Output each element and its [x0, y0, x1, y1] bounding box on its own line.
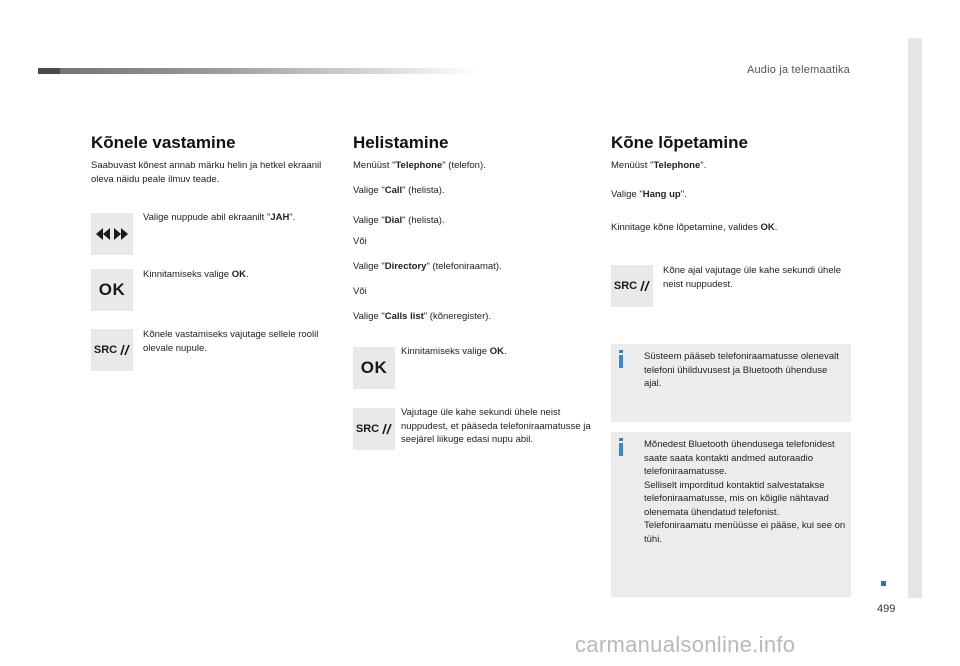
page-marker	[881, 581, 886, 586]
col2-line4: Valige "Directory" (telefoniraamat).	[353, 261, 502, 272]
col3-title: Kõne lõpetamine	[611, 133, 748, 152]
col2-item-src: Vajutage üle kahe sekundi ühele neist nuppudest, et pääseda telefoniraamatusse ja seejärel liikuge edasi nupu abil.	[401, 407, 591, 445]
src-button-icon: SRC	[353, 408, 395, 450]
src-button-icon: SRC	[91, 329, 133, 371]
col2-or1: Või	[353, 236, 367, 247]
col3-line3: Kinnitage kõne lõpetamine, valides OK.	[611, 222, 778, 233]
seek-buttons-icon	[91, 213, 133, 255]
col2-line2: Valige "Call" (helista).	[353, 185, 445, 196]
col2-line5: Valige "Calls list" (kõneregister).	[353, 311, 492, 322]
info-text: Mõnedest Bluetooth ühendusega telefonidest saate saata kontakti andmed autoraadio telefoniraamatusse.	[644, 439, 835, 477]
col1-item3: Kõnele vastamiseks vajutage sellele roolil olevale nupule.	[143, 329, 319, 354]
col1-item2: Kinnitamiseks valige OK.	[143, 269, 249, 280]
section-label: Audio ja telemaatika	[746, 64, 850, 76]
watermark: carmanualsonline.info	[575, 632, 796, 657]
info-text: Selliselt imporditud kontaktid salvestatakse telefoniraamatusse, mis on kõigile nähtavad olenemata ühendatud telefonist.	[644, 479, 829, 518]
src-button-icon: SRC	[611, 265, 653, 307]
col3-item-src: Kõne ajal vajutage üle kahe sekundi ühele neist nuppudest.	[663, 265, 841, 290]
ok-button-icon: OK	[353, 347, 395, 389]
info-icon	[619, 355, 623, 368]
col1-title: Kõnele vastamine	[91, 133, 236, 152]
info-text: Telefoniraamatu menüüsse ei pääse, kui see on tühi.	[644, 520, 846, 545]
info-box	[611, 344, 851, 422]
ok-button-icon: OK	[91, 269, 133, 311]
info-text: Süsteem pääseb telefoniraamatusse olenevalt telefoni ühilduvusest ja Bluetooth ühenduse ajal.	[644, 351, 839, 389]
col2-line1: Menüüst "Telephone" (telefon).	[353, 160, 486, 171]
col2-title: Helistamine	[353, 133, 449, 152]
side-strip	[908, 38, 922, 598]
page-number: 499	[877, 603, 896, 615]
col3-line1: Menüüst "Telephone".	[611, 160, 707, 171]
header-bar	[38, 68, 478, 74]
info-box	[611, 432, 851, 597]
col2-or2: Või	[353, 286, 367, 297]
col1-intro: Saabuvast kõnest annab märku helin ja hetkel ekraanil oleva näidu peale ilmuv teade.	[91, 160, 322, 185]
info-icon	[619, 443, 623, 456]
col1-item1: Valige nuppude abil ekraanilt "JAH".	[143, 212, 296, 223]
col3-line2: Valige "Hang up".	[611, 189, 687, 200]
col2-line3: Valige "Dial" (helista).	[353, 215, 445, 226]
col2-item-ok: Kinnitamiseks valige OK.	[401, 346, 507, 357]
